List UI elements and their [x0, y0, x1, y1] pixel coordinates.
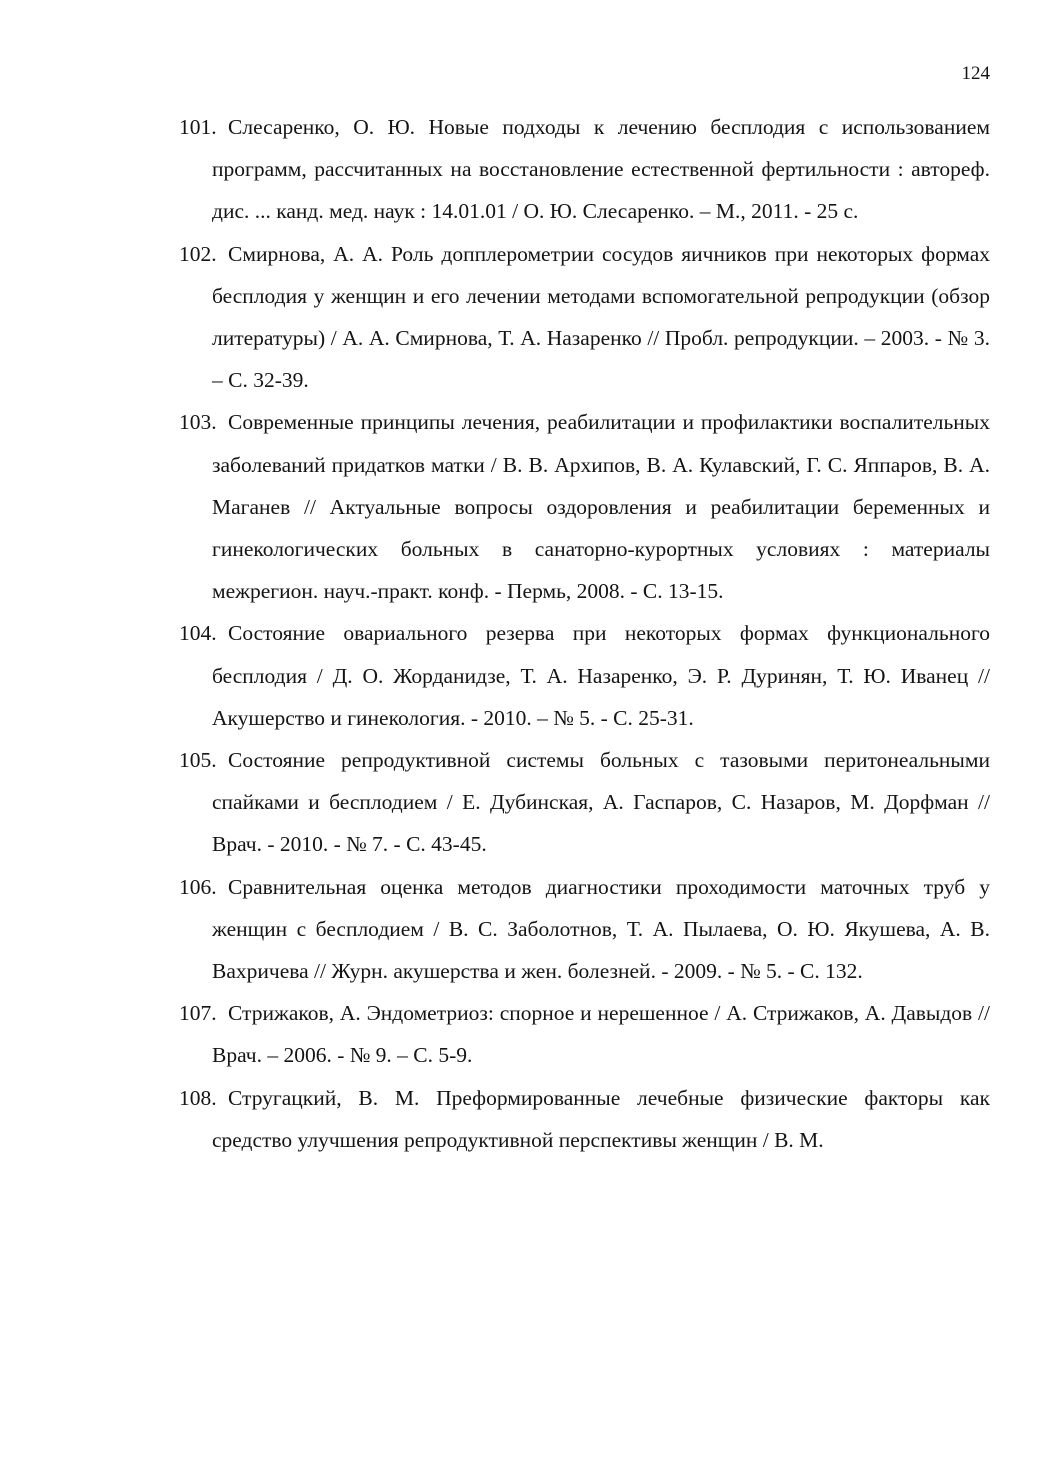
page-number: 124 — [961, 63, 990, 84]
reference-number: 103. — [179, 410, 217, 435]
reference-item — [179, 1077, 990, 1161]
reference-text: Стругацкий, В. М. Преформированные лечебные физические факторы как средство улучшения репродуктивной перспективы женщин / В. М. — [212, 1085, 990, 1152]
reference-number: 102. — [179, 241, 217, 266]
reference-text: Смирнова, А. А. Роль допплерометрии сосудов яичников при некоторых формах бесплодия у женщин и его лечении методами вспомогательной репродукции (обзор литературы) / А. А. Смирнова, Т. А. Назаренко // Пробл. репродукции. – 2003. - № 3. – С. 32-39. — [212, 241, 990, 393]
reference-item — [179, 106, 990, 233]
reference-text: Стрижаков, А. Эндометриоз: спорное и нерешенное / А. Стрижаков, А. Давыдов // Врач. – 2006. - № 9. – С. 5-9. — [212, 1001, 990, 1068]
reference-number: 104. — [179, 621, 217, 646]
reference-text: Сравнительная оценка методов диагностики проходимости маточных труб у женщин с бесплодием / В. С. Заболотнов, Т. А. Пылаева, О. Ю. Якушева, А. В. Вахричева // Журн. акушерства и жен. болезней. - 2009. - № 5. - С. 132. — [212, 874, 990, 984]
reference-number: 108. — [179, 1085, 217, 1110]
reference-number: 101. — [179, 115, 217, 139]
reference-text: Состояние репродуктивной системы больных с тазовыми перитонеальными спайками и бесплодием / Е. Дубинская, А. Гаспаров, С. Назаров, М. Дорфман // Врач. - 2010. - № 7. - С. 43-45. — [212, 748, 990, 857]
reference-number: 106. — [179, 874, 217, 899]
reference-item — [179, 739, 990, 866]
reference-item — [179, 612, 990, 739]
reference-number: 107. — [179, 1001, 217, 1026]
reference-item — [179, 233, 990, 402]
reference-number: 105. — [179, 748, 217, 773]
reference-list — [179, 106, 990, 1161]
reference-text: Современные принципы лечения, реабилитации и профилактики воспалительных заболеваний придатков матки / В. В. Архипов, В. А. Кулавский, Г. С. Яппаров, В. А. Маганев // Актуальные вопросы оздоровления и реабилитации беременных и гинекологических больных в санаторно-курортных условиях : материалы межрегион. науч.-практ. конф. - Пермь, 2008. - С. 13-15. — [212, 410, 990, 604]
reference-item — [179, 992, 990, 1076]
reference-item — [179, 401, 990, 612]
reference-item — [179, 866, 990, 993]
reference-text: Слесаренко, О. Ю. Новые подходы к лечению бесплодия с использованием программ, рассчитанных на восстановление естественной фертильности : автореф. дис. ... канд. мед. наук : 14.01.01 / О. Ю. Слесаренко. – М., 2011. - 25 с. — [212, 115, 990, 224]
reference-text: Состояние овариального резерва при некоторых формах функционального бесплодия / Д. О. Жорданидзе, Т. А. Назаренко, Э. Р. Дуринян, Т. Ю. Иванец // Акушерство и гинекология. - 2010. – № 5. - С. 25-31. — [212, 621, 990, 730]
